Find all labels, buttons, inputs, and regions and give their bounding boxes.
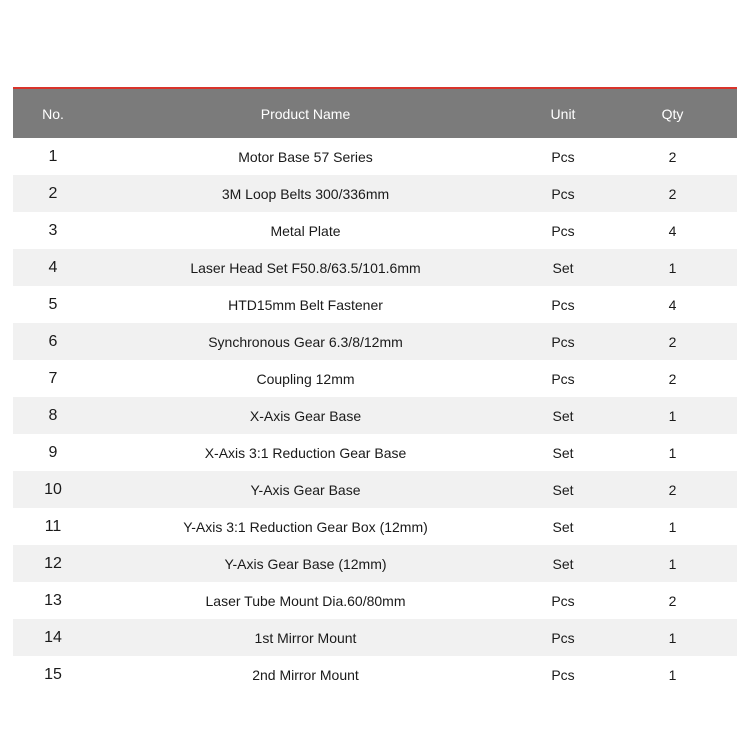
table-row	[13, 397, 737, 434]
cell-product-name: Coupling 12mm	[93, 360, 518, 397]
cell-qty: 2	[608, 582, 737, 619]
cell-unit: Set	[518, 249, 608, 286]
cell-unit: Set	[518, 434, 608, 471]
cell-product-name: Synchronous Gear 6.3/8/12mm	[93, 323, 518, 360]
cell-no: 8	[13, 397, 93, 434]
table-row	[13, 249, 737, 286]
cell-product-name: HTD15mm Belt Fastener	[93, 286, 518, 323]
cell-qty: 2	[608, 471, 737, 508]
cell-no: 9	[13, 434, 93, 471]
header-product-name: Product Name	[93, 89, 518, 138]
cell-unit: Pcs	[518, 286, 608, 323]
cell-no: 11	[13, 508, 93, 545]
cell-no: 4	[13, 249, 93, 286]
cell-qty: 1	[608, 545, 737, 582]
cell-no: 6	[13, 323, 93, 360]
cell-unit: Pcs	[518, 323, 608, 360]
header-qty: Qty	[608, 89, 737, 138]
table-row	[13, 286, 737, 323]
cell-no: 13	[13, 582, 93, 619]
cell-product-name: Metal Plate	[93, 212, 518, 249]
cell-unit: Pcs	[518, 212, 608, 249]
cell-unit: Pcs	[518, 656, 608, 693]
cell-qty: 2	[608, 323, 737, 360]
cell-no: 3	[13, 212, 93, 249]
cell-qty: 1	[608, 508, 737, 545]
cell-no: 15	[13, 656, 93, 693]
cell-no: 7	[13, 360, 93, 397]
table-row	[13, 175, 737, 212]
cell-product-name: 1st Mirror Mount	[93, 619, 518, 656]
cell-product-name: Y-Axis Gear Base	[93, 471, 518, 508]
cell-qty: 1	[608, 397, 737, 434]
cell-no: 1	[13, 138, 93, 175]
table-row	[13, 212, 737, 249]
header-row	[13, 89, 737, 138]
parts-table	[13, 89, 737, 693]
header-no: No.	[13, 89, 93, 138]
cell-qty: 1	[608, 434, 737, 471]
table-row	[13, 434, 737, 471]
header-unit: Unit	[518, 89, 608, 138]
cell-unit: Pcs	[518, 582, 608, 619]
cell-qty: 2	[608, 360, 737, 397]
cell-product-name: Y-Axis 3:1 Reduction Gear Box (12mm)	[93, 508, 518, 545]
cell-no: 2	[13, 175, 93, 212]
table-body	[13, 138, 737, 693]
table-row	[13, 656, 737, 693]
cell-product-name: 3M Loop Belts 300/336mm	[93, 175, 518, 212]
cell-product-name: X-Axis Gear Base	[93, 397, 518, 434]
cell-no: 5	[13, 286, 93, 323]
table-row	[13, 138, 737, 175]
cell-no: 10	[13, 471, 93, 508]
table-row	[13, 619, 737, 656]
cell-no: 12	[13, 545, 93, 582]
cell-unit: Pcs	[518, 619, 608, 656]
table-row	[13, 508, 737, 545]
cell-unit: Pcs	[518, 360, 608, 397]
cell-unit: Set	[518, 508, 608, 545]
cell-product-name: 2nd Mirror Mount	[93, 656, 518, 693]
cell-product-name: X-Axis 3:1 Reduction Gear Base	[93, 434, 518, 471]
table-row	[13, 323, 737, 360]
parts-table-container	[13, 87, 737, 693]
table-row	[13, 545, 737, 582]
cell-qty: 1	[608, 656, 737, 693]
cell-qty: 4	[608, 286, 737, 323]
cell-product-name: Y-Axis Gear Base (12mm)	[93, 545, 518, 582]
table-row	[13, 471, 737, 508]
cell-unit: Pcs	[518, 175, 608, 212]
cell-unit: Pcs	[518, 138, 608, 175]
cell-qty: 4	[608, 212, 737, 249]
cell-unit: Set	[518, 545, 608, 582]
cell-qty: 2	[608, 138, 737, 175]
table-row	[13, 360, 737, 397]
cell-qty: 1	[608, 619, 737, 656]
table-row	[13, 582, 737, 619]
cell-product-name: Laser Head Set F50.8/63.5/101.6mm	[93, 249, 518, 286]
cell-product-name: Motor Base 57 Series	[93, 138, 518, 175]
table-header	[13, 89, 737, 138]
cell-unit: Set	[518, 471, 608, 508]
cell-unit: Set	[518, 397, 608, 434]
cell-qty: 1	[608, 249, 737, 286]
cell-no: 14	[13, 619, 93, 656]
cell-qty: 2	[608, 175, 737, 212]
cell-product-name: Laser Tube Mount Dia.60/80mm	[93, 582, 518, 619]
